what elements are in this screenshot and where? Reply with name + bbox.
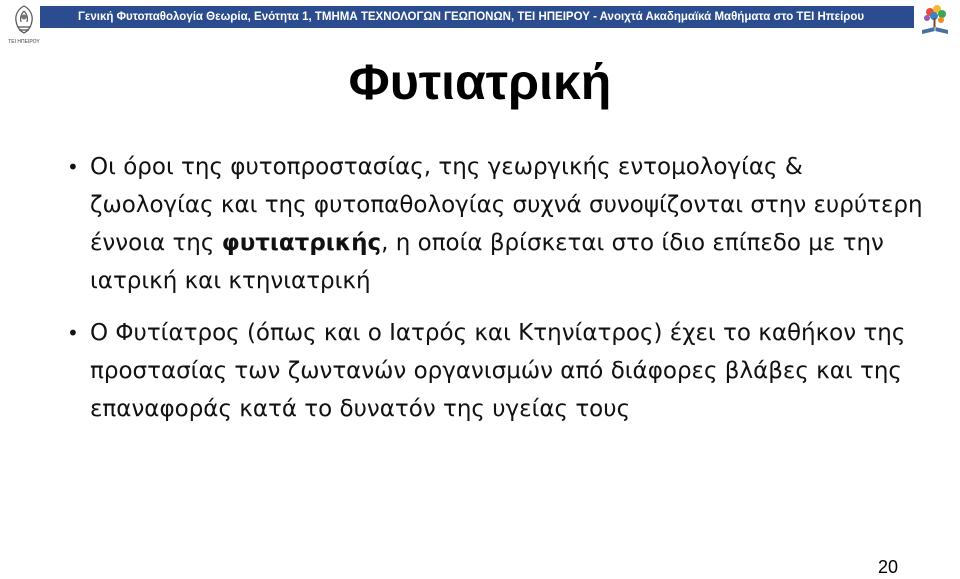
bullet-bold-term: φυτιατρικής	[221, 230, 382, 256]
bullet-text: , η οποία βρίσκεται στο ίδιο επίπεδο με την ιατρική και κτηνιατρική	[90, 230, 884, 294]
page-number: 20	[878, 557, 899, 577]
slide-title: Φυτιατρική	[348, 54, 612, 110]
bullet-icon: •	[67, 155, 79, 179]
tei-epirus-logo-icon	[8, 3, 40, 47]
course-title: Γενική Φυτοπαθολογία Θεωρία, Ενότητα 1, ΤΜΗΜΑ ΤΕΧΝΟΛΟΓΩΝ ΓΕΩΠΟΝΩΝ, ΤΕΙ ΗΠΕΙΡΟΥ - Ανοιχτά Ακαδημαϊκά Μαθήματα στο ΤΕΙ Ηπείρου	[78, 11, 865, 23]
bullet-list	[68, 148, 928, 442]
bullet-text: Οι όροι της φυτοπροστασίας, της γεωργικής εντομολογίας & ζωολογίας και της φυτοπαθολογίας συχνά συνοψίζονται στην ευρύτερη έννοια της	[90, 154, 923, 256]
open-courses-logo-icon	[918, 2, 952, 38]
svg-text:ΤΕΙ ΗΠΕΙΡΟΥ: ΤΕΙ ΗΠΕΙΡΟΥ	[8, 39, 40, 45]
bullet-item	[68, 148, 928, 300]
slide-header	[0, 0, 960, 45]
bullet-item	[68, 314, 928, 428]
bullet-text: Ο Φυτίατρος (όπως και ο Ιατρός και Κτηνίατρος) έχει το καθήκον της προστασίας των ζωντανών οργανισμών από διάφορες βλάβες και της επαναφοράς κατά το δυνατόν της υγείας τους	[90, 320, 906, 422]
bullet-icon: •	[67, 321, 79, 345]
header-bar	[40, 6, 914, 28]
